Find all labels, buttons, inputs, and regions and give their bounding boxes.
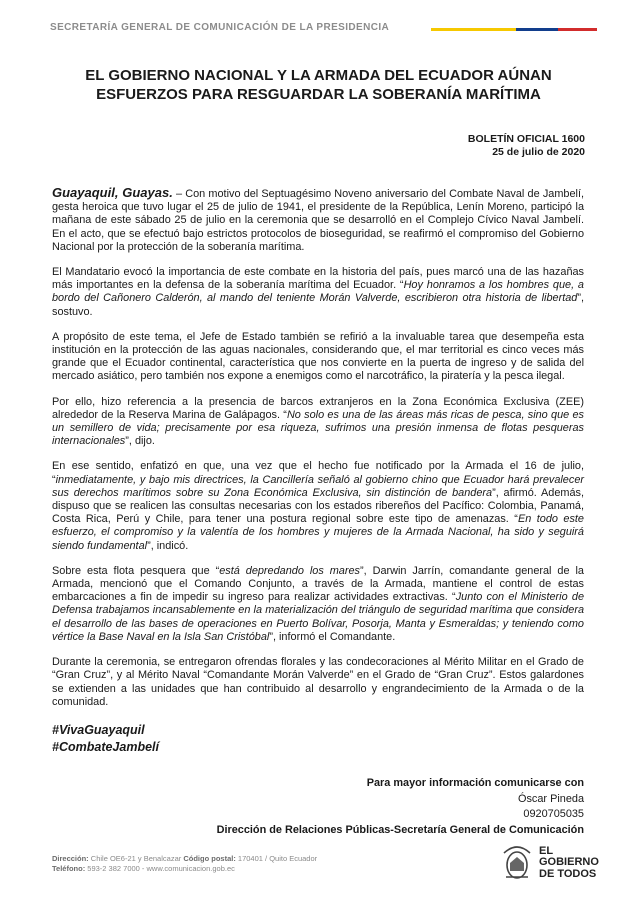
paragraph-4-quote: No solo es una de las áreas más ricas de pesca, sino que es un semillero de vida; precisamente por esa riqueza, sufrimos una presión inmensa de flotas pesqueras internacionales	[52, 408, 584, 448]
paragraph-6-quote: está depredando los mares	[219, 564, 360, 577]
dateline: Guayaquil, Guayas.	[52, 185, 173, 200]
logo-line-2: GOBIERNO	[539, 856, 599, 869]
paragraph-6-mid: ”, Darwin Jarrín, comandante general de la Armada, mencionó que el Comando Conjunto, a través de la Armada, mantiene el control de estas embarcaciones a fin de impedir su ingreso para realizar actividades extractivas. “	[52, 564, 584, 604]
logo-line-3: DE TODOS	[539, 867, 597, 880]
paragraph-5-mid: ”, afirmó. Además, dispuso que se realicen las consultas necesarias con los estados ribereños del Pacífico: Colombia, Panamá, Costa Rica, Perú y Chile, para tener una postura regional sobre este tipo de amenazas. “	[52, 486, 584, 526]
paragraph-5	[52, 460, 584, 552]
paragraph-4-end: ”, dijo.	[125, 435, 155, 448]
flag-yellow	[431, 28, 516, 31]
bulletin-date: 25 de julio de 2020	[492, 146, 585, 158]
paragraph-4-text: Por ello, hizo referencia a la presencia de barcos extranjeros en la Zona Económica Exclusiva (ZEE) alrededor de la Reserva Marina de Galápagos. “	[52, 395, 584, 421]
footer-address-line	[52, 854, 317, 864]
contact-name: Óscar Pineda	[518, 792, 584, 805]
paragraph-5-text: En ese sentido, enfatizó en que, una vez que el hecho fue notificado por la Armada el 16 de julio, “	[52, 460, 584, 486]
paragraph-6	[52, 565, 584, 644]
paragraph-5-quote-2: En todo este esfuerzo, el compromiso y la valentía de los hombres y mujeres de la Armada Nacional, ha sido y seguirá siendo fundamental	[52, 513, 584, 552]
paragraph-2-quote: Hoy honramos a los hombres que, a bordo del Cañonero Calderón, al mando del teniente Morán Valverde, escribieron otra historia de libertad	[52, 279, 584, 305]
flag-stripe	[431, 28, 597, 31]
flag-blue	[516, 28, 558, 31]
phone-value: 593-2 382 7000 - www.comunicacion.gob.ec	[85, 864, 235, 873]
paragraph-5-quote: inmediatamente, y bajo mis directrices, la Cancillería señaló al gobierno chino que Ecuador hará prevalecer sus derechos marítimos sobre su Zona Económica Exclusiva, sin distinción de bandera	[52, 473, 584, 499]
contact-heading: Para mayor información comunicarse con	[366, 777, 584, 789]
phone-label: Teléfono:	[52, 864, 86, 873]
bulletin-number: BOLETÍN OFICIAL 1600	[467, 133, 585, 145]
hashtag-2[interactable]: #CombateJambelí	[52, 740, 159, 754]
flag-red	[558, 28, 597, 31]
paragraph-6-text: Sobre esta flota pesquera que “	[52, 564, 220, 577]
institution-header: SECRETARÍA GENERAL DE COMUNICACIÓN DE LA PRESIDENCIA	[50, 22, 390, 33]
paragraph-1-text: – Con motivo del Septuagésimo Noveno aniversario del Combate Naval de Jambelí, gesta heroica que tuvo lugar el 25 de julio de 1941, el presidente de la República, Lenín Moreno, participó la mañana de este sábado 25 de julio en la ceremonia que se desarrolló en el Complejo Cívico Naval Jambelí. En el acto, que se efectuó bajo estrictos protocolos de bioseguridad, se reafirmó el compromiso del Gobierno Nacional por la protección de la soberanía marítima.	[52, 188, 584, 253]
hashtag-1[interactable]: #VivaGuayaquil	[52, 723, 145, 737]
paragraph-2-end: ”, sostuvo.	[52, 292, 584, 318]
address-label: Dirección:	[52, 854, 89, 863]
paragraph-4	[52, 396, 584, 449]
address-value: Chile OE6-21 y Benalcazar	[88, 854, 184, 863]
contact-block	[217, 776, 584, 838]
paragraph-7: Durante la ceremonia, se entregaron ofrendas florales y las condecoraciones al Mérito Militar en el Grado de “Gran Cruz”, y al Mérito Naval “Comandante Morán Valverde” en el Grado de “Gran Cruz”. Estos galardones se extienden a las unidades que han contribuido al desarrollo y engrandecimiento de la Armada o de la comunidad.	[52, 656, 584, 708]
article-body	[52, 186, 584, 721]
paragraph-2	[52, 266, 584, 319]
paragraph-5-end: ”, indicó.	[147, 539, 189, 552]
coat-of-arms-icon	[500, 843, 534, 883]
logo-line-1: EL	[539, 844, 554, 857]
title-line-2: ESFUERZOS PARA RESGUARDAR LA SOBERANÍA MARÍTIMA	[96, 86, 541, 103]
page-title	[70, 66, 567, 104]
contact-phone: 0920705035	[523, 808, 584, 820]
title-line-1: EL GOBIERNO NACIONAL Y LA ARMADA DEL ECUADOR AÚNAN	[85, 67, 552, 84]
contact-department: Dirección de Relaciones Públicas-Secretaría General de Comunicación	[216, 823, 584, 836]
gobierno-logo	[500, 841, 605, 885]
footer-phone-line	[52, 864, 317, 874]
bulletin-info	[468, 133, 585, 159]
paragraph-1	[52, 186, 584, 254]
paragraph-3: A propósito de este tema, el Jefe de Estado también se refirió a la invaluable tarea que desempeña esta institución en la protección de las aguas nacionales, considerando que, el mar territorial es cinco veces más grande que el Ecuador continental, característica que nos convierte en la puerta de ingreso y de salida del mercado asiático, pero también nos expone a enemigos como el narcotráfico, la piratería y la pesca ilegal.	[52, 330, 584, 383]
logo-text	[539, 846, 599, 881]
paragraph-6-quote-2: Junto con el Ministerio de Defensa trabajamos incansablemente en la materialización del triángulo de seguridad marítima que considera el desarrollo de las bases de operaciones en Puerto Bolívar, Posorja, Manta y Esmeraldas; y teniendo como vértice la Base Naval en la Isla San Cristóbal	[52, 591, 584, 643]
postal-label: Código postal:	[183, 854, 236, 863]
postal-value: 170401 / Quito Ecuador	[235, 854, 318, 863]
footer-address	[52, 854, 317, 874]
paragraph-6-end: ”, informó el Comandante.	[269, 630, 396, 643]
paragraph-2-text: El Mandatario evocó la importancia de este combate en la historia del país, pues marcó una de las hazañas más importantes en la defensa de la soberanía marítima del Ecuador. “	[52, 266, 584, 292]
hashtags	[52, 722, 159, 756]
